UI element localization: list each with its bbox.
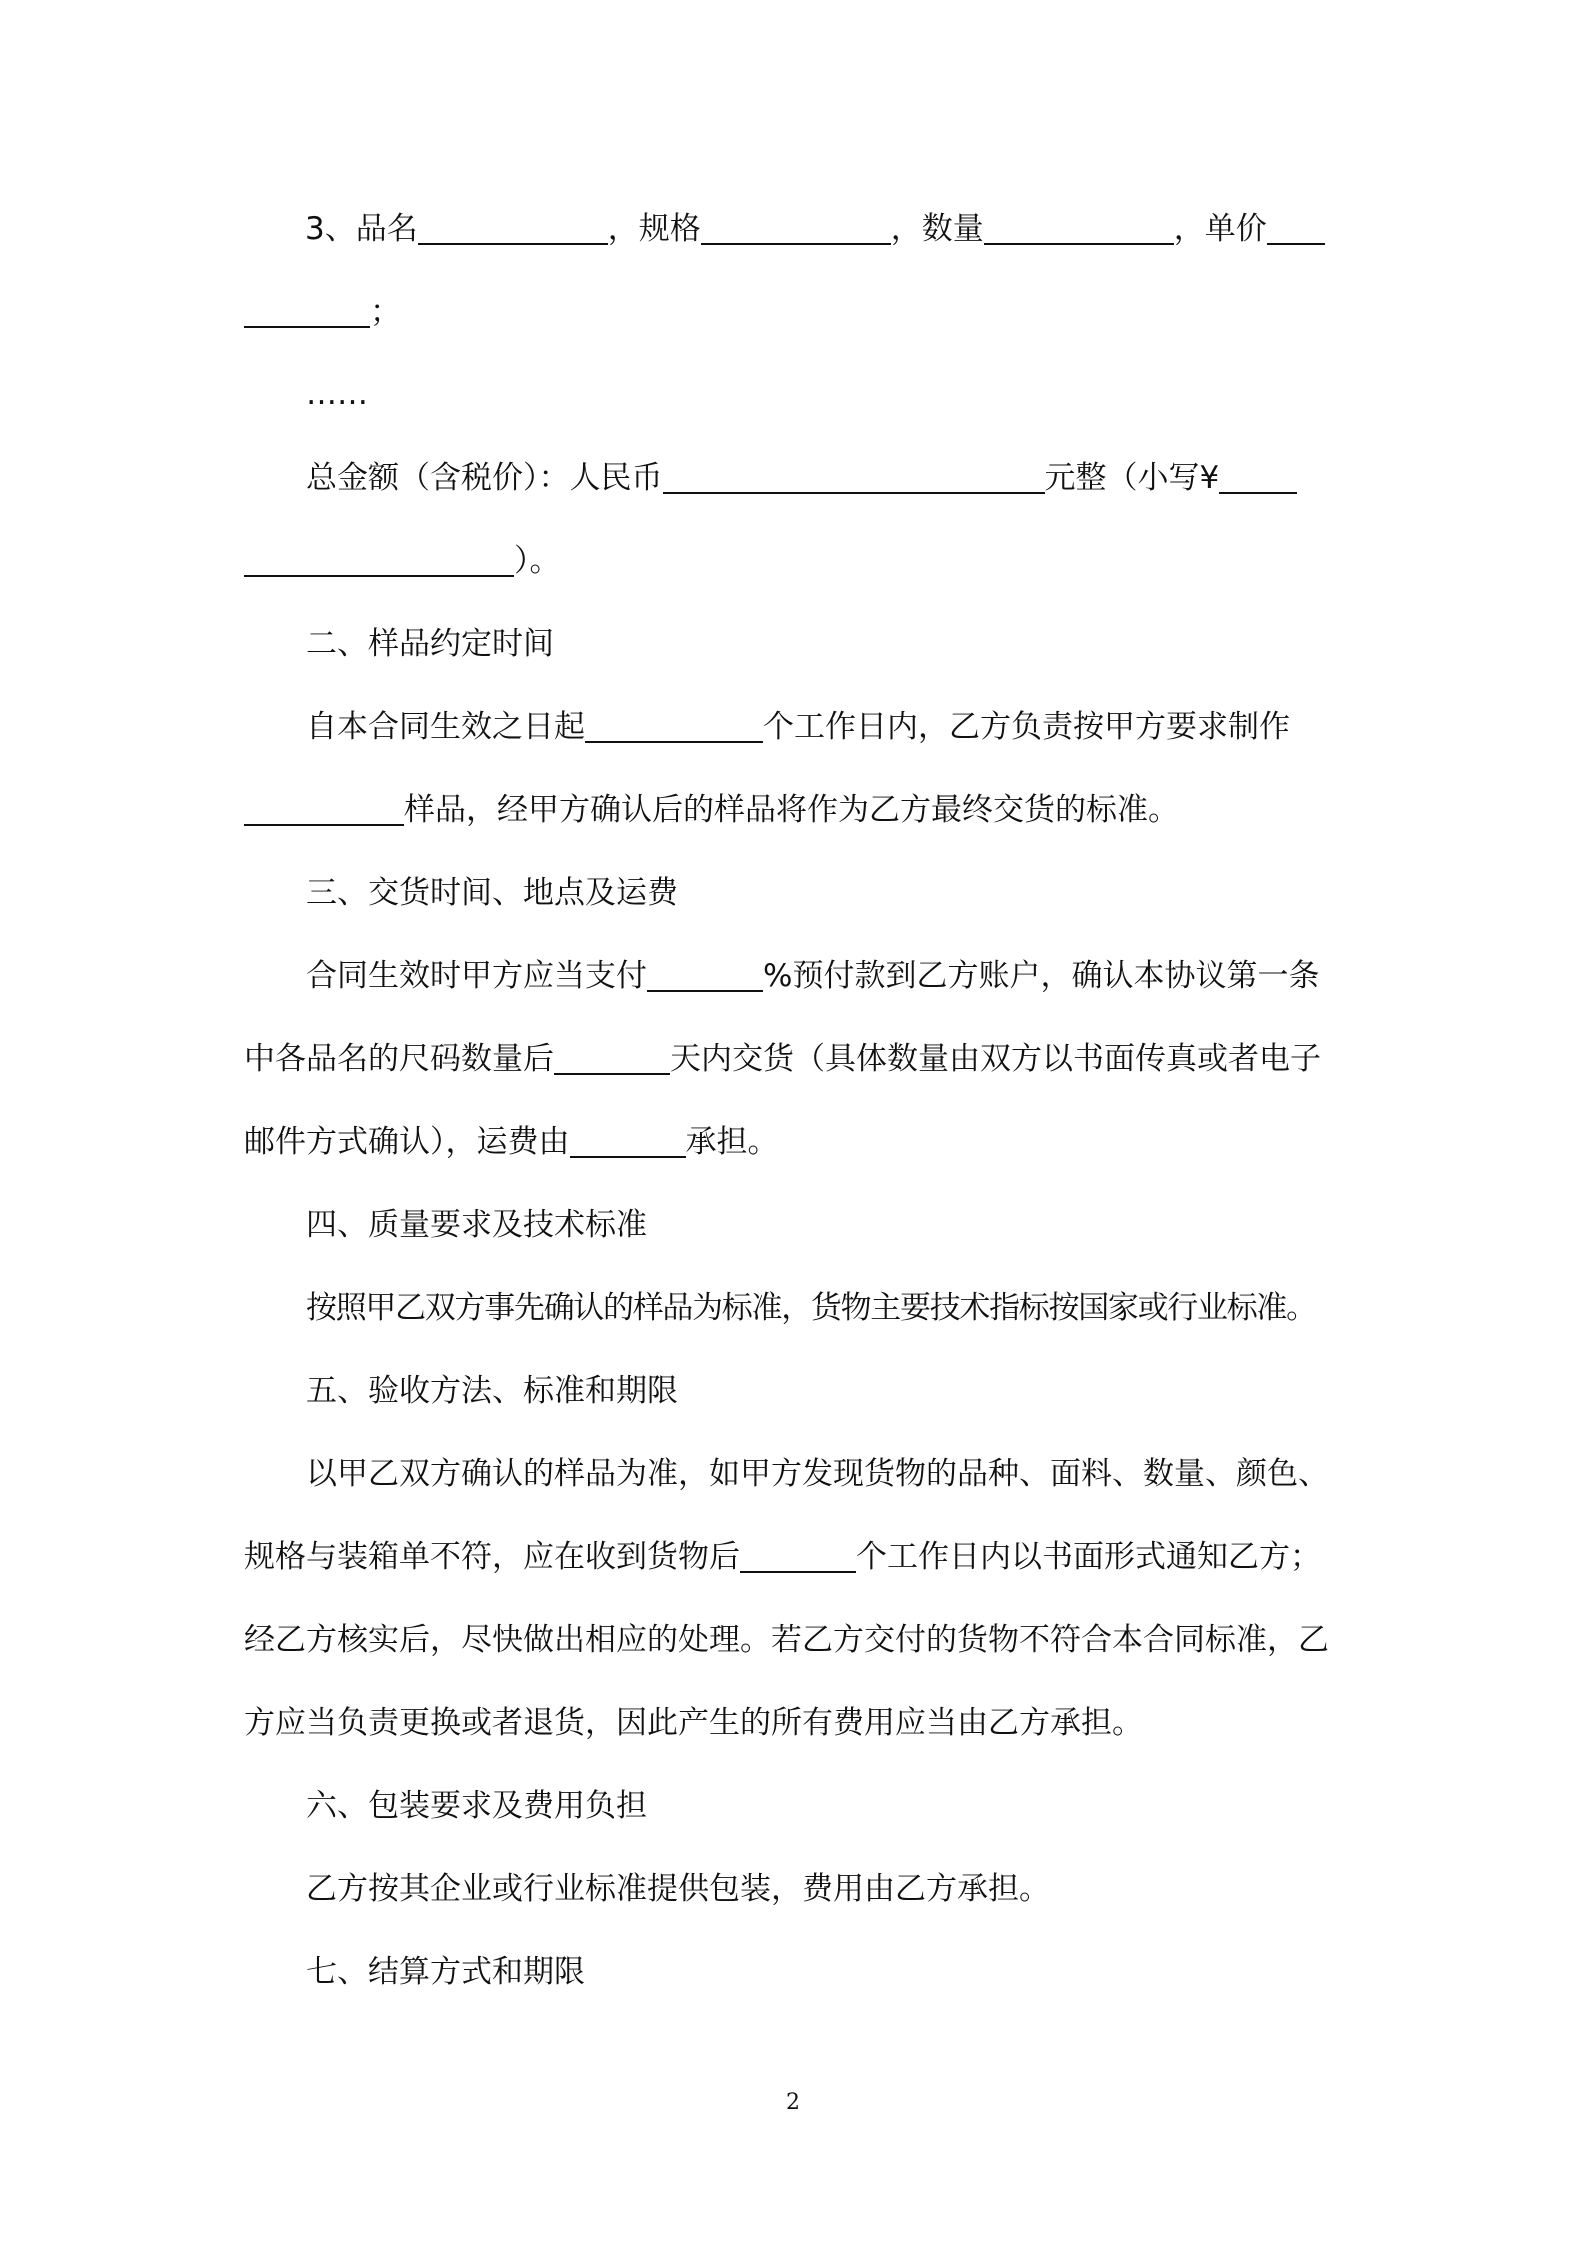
freight-end-text: 承担。 bbox=[685, 1124, 779, 1160]
quantity-blank[interactable] bbox=[984, 209, 1174, 245]
total-amount-end: ）。 bbox=[514, 543, 561, 579]
inspection-days-blank[interactable] bbox=[740, 1537, 856, 1573]
section-5-line-4: 方应当负责更换或者退货，因此产生的所有费用应当由乙方承担。 bbox=[244, 1705, 1143, 1741]
section-2-line-2 bbox=[244, 790, 1179, 830]
item-spec-line bbox=[305, 209, 1325, 249]
sample-days-blank[interactable] bbox=[585, 707, 763, 743]
quantity-label: ，数量 bbox=[890, 211, 984, 247]
unit-price-blank-b[interactable] bbox=[244, 292, 370, 328]
section-4-body: 按照甲乙双方事先确认的样品为标准，货物主要技术指标按国家或行业标准。 bbox=[306, 1290, 1316, 1326]
section-4-heading: 四、质量要求及技术标准 bbox=[306, 1207, 647, 1243]
total-amount-words-blank[interactable] bbox=[663, 458, 1045, 494]
sample-count-blank[interactable] bbox=[244, 790, 404, 826]
freight-party-blank[interactable] bbox=[570, 1122, 686, 1158]
section-3-heading: 三、交货时间、地点及运费 bbox=[306, 875, 678, 911]
total-amount-line-cont bbox=[244, 541, 561, 581]
product-name-blank[interactable] bbox=[418, 209, 608, 245]
page-number: 2 bbox=[786, 2090, 800, 2115]
section-3-line-2 bbox=[244, 1039, 1321, 1079]
delivery-days-text: 天内交货（具体数量由双方以书面传真或者电子 bbox=[670, 1041, 1321, 1077]
section-6-heading: 六、包装要求及费用负担 bbox=[306, 1788, 647, 1824]
section-5-heading: 五、验收方法、标准和期限 bbox=[306, 1373, 678, 1409]
total-amount-suffix: 元整（小写¥ bbox=[1044, 460, 1220, 496]
product-name-label: 3、品名 bbox=[305, 211, 418, 247]
section-5-line-2 bbox=[244, 1537, 1321, 1577]
unit-price-label: ，单价 bbox=[1173, 211, 1267, 247]
sample-start-text: 自本合同生效之日起 bbox=[306, 709, 585, 745]
section-7-heading: 七、结算方式和期限 bbox=[306, 1954, 585, 1990]
inspection-days-text: 个工作日内以书面形式通知乙方； bbox=[856, 1539, 1321, 1575]
section-5-line-1: 以甲乙双方确认的样品为准，如甲方发现货物的品种、面料、数量、颜色、 bbox=[306, 1456, 1329, 1492]
unit-price-blank-a[interactable] bbox=[1267, 209, 1325, 245]
total-amount-figure-blank-b[interactable] bbox=[244, 541, 514, 577]
inspection-text: 规格与装箱单不符，应在收到货物后 bbox=[244, 1539, 740, 1575]
ellipsis-line: …… bbox=[306, 376, 368, 412]
total-amount-line bbox=[306, 458, 1297, 498]
freight-text: 邮件方式确认），运费由 bbox=[244, 1124, 570, 1160]
total-amount-figure-blank-a[interactable] bbox=[1219, 458, 1297, 494]
section-2-line-1 bbox=[306, 707, 1290, 747]
spec-label: ，规格 bbox=[607, 211, 701, 247]
section-2-heading: 二、样品约定时间 bbox=[306, 626, 554, 662]
prepay-text: 合同生效时甲方应当支付 bbox=[306, 958, 647, 994]
section-5-line-3: 经乙方核实后，尽快做出相应的处理。若乙方交付的货物不符合本合同标准，乙 bbox=[244, 1622, 1329, 1658]
section-3-line-3 bbox=[244, 1122, 779, 1162]
delivery-size-text: 中各品名的尺码数量后 bbox=[244, 1041, 554, 1077]
section-6-body: 乙方按其企业或行业标准提供包装，费用由乙方承担。 bbox=[306, 1871, 1050, 1907]
item-spec-line-cont bbox=[244, 292, 401, 332]
sample-standard-text: 样品，经甲方确认后的样品将作为乙方最终交货的标准。 bbox=[404, 792, 1179, 828]
total-amount-label: 总金额（含税价）：人民币 bbox=[306, 460, 663, 496]
spec-blank[interactable] bbox=[701, 209, 891, 245]
prepay-percent-blank[interactable] bbox=[647, 956, 763, 992]
delivery-days-blank[interactable] bbox=[554, 1039, 670, 1075]
item-terminator: ； bbox=[370, 294, 401, 330]
sample-days-text: 个工作日内，乙方负责按甲方要求制作 bbox=[763, 709, 1290, 745]
prepay-percent-text: %预付款到乙方账户，确认本协议第一条 bbox=[763, 958, 1320, 994]
section-3-line-1 bbox=[306, 956, 1319, 996]
